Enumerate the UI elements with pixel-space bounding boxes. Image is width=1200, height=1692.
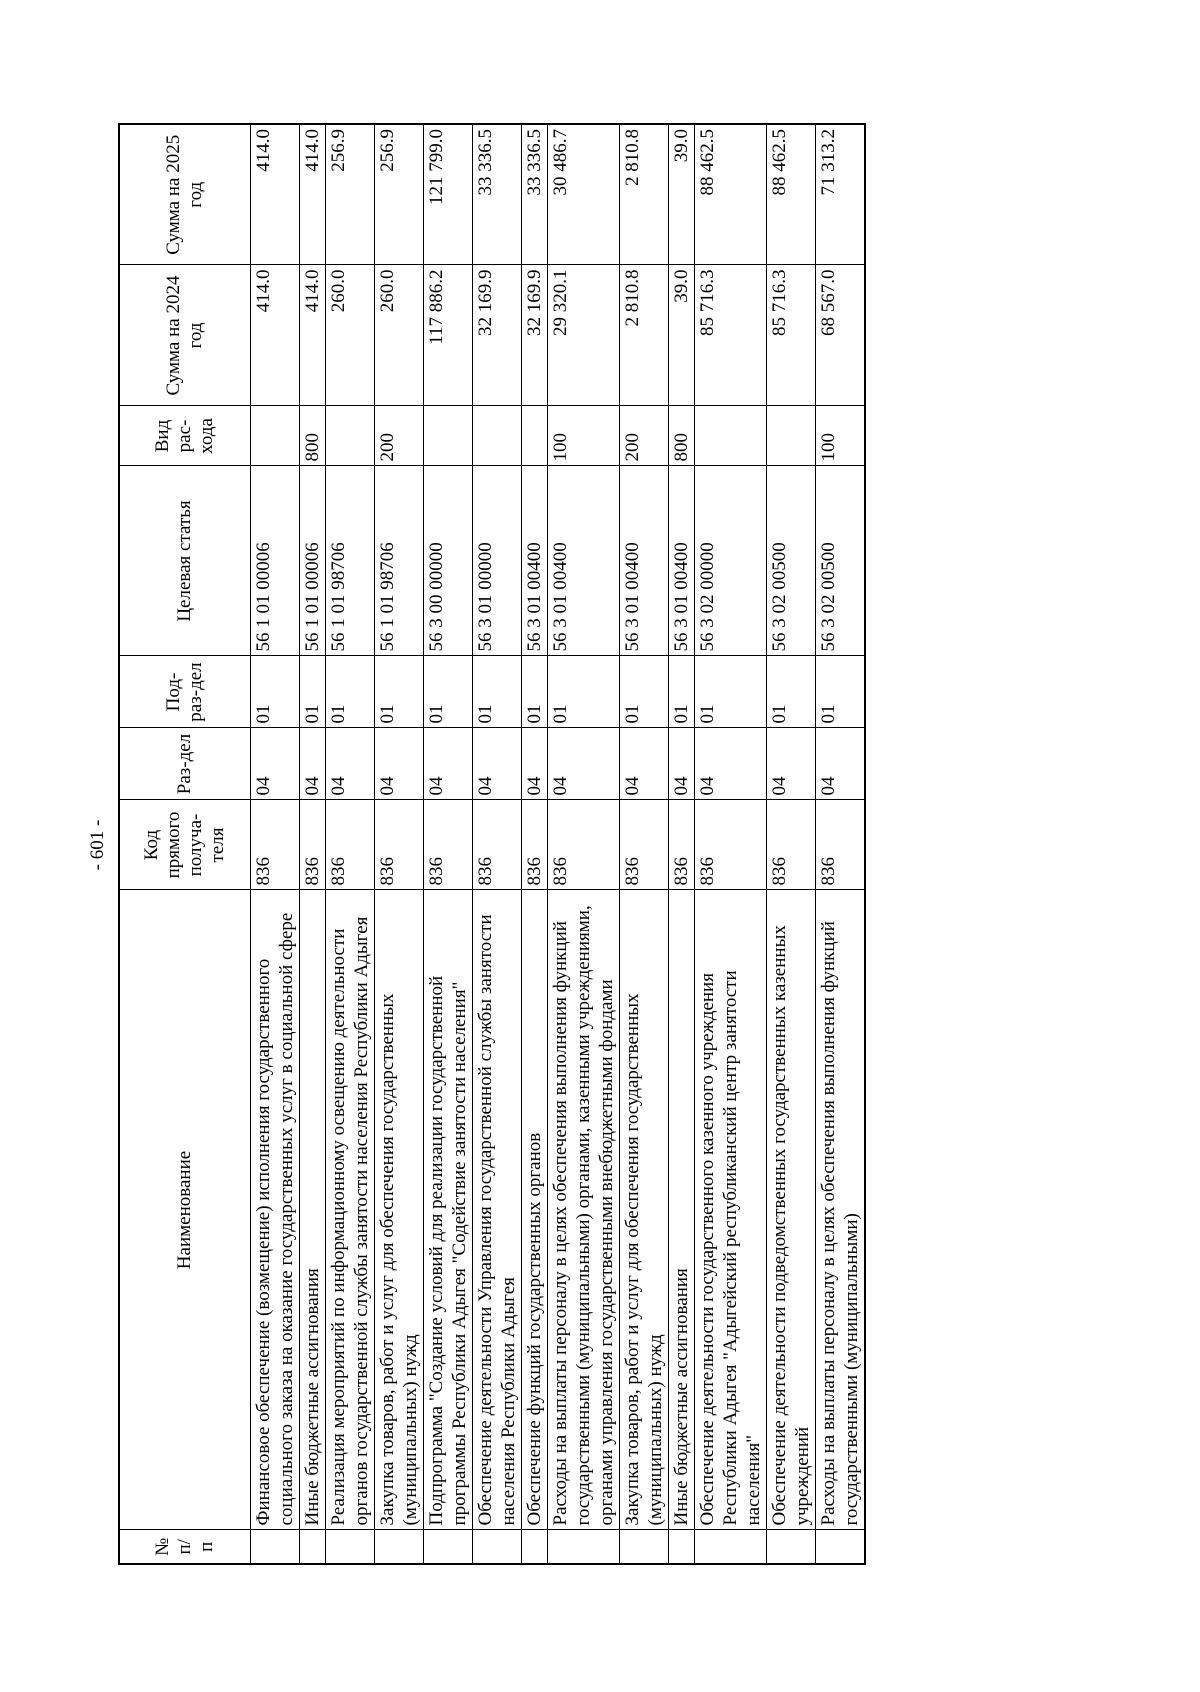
budget-table-rotated xyxy=(118,125,866,1565)
cell-expense-type xyxy=(326,406,375,466)
cell-podrazdel: 01 xyxy=(300,656,326,728)
table-row xyxy=(300,124,326,1564)
cell-code: 836 xyxy=(620,800,669,890)
cell-code: 836 xyxy=(816,800,866,890)
cell-podrazdel: 01 xyxy=(620,656,669,728)
table-row xyxy=(695,124,767,1564)
cell-name: Закупка товаров, работ и услуг для обеспечения государственных (муниципальных) нужд xyxy=(620,890,669,1530)
cell-code: 836 xyxy=(326,800,375,890)
cell-target-article: 56 3 01 00400 xyxy=(548,466,620,656)
cell-razdel: 04 xyxy=(326,728,375,800)
cell-no xyxy=(695,1530,767,1564)
col-header-sum-2025: Сумма на 2025 год xyxy=(119,124,251,265)
cell-name: Реализация мероприятий по информационному освещению деятельности органов государственной службы занятости населения Республики Адыгея xyxy=(326,890,375,1530)
cell-name: Иные бюджетные ассигнования xyxy=(669,890,695,1530)
cell-razdel: 04 xyxy=(767,728,816,800)
cell-name: Финансовое обеспечение (возмещение) исполнения государственного социального заказа на оказание государственных услуг в социальной сфере xyxy=(251,890,300,1530)
cell-target-article: 56 3 01 00000 xyxy=(473,466,522,656)
cell-target-article: 56 3 02 00500 xyxy=(816,466,866,656)
cell-sum-2025: 33 336.5 xyxy=(473,124,522,265)
cell-name: Расходы на выплаты персоналу в целях обеспечения выполнения функций государственными (муниципальными) xyxy=(816,890,866,1530)
cell-code: 836 xyxy=(424,800,473,890)
cell-sum-2025: 414.0 xyxy=(251,124,300,265)
cell-podrazdel: 01 xyxy=(548,656,620,728)
table-row xyxy=(767,124,816,1564)
cell-podrazdel: 01 xyxy=(522,656,548,728)
cell-podrazdel: 01 xyxy=(326,656,375,728)
cell-podrazdel: 01 xyxy=(816,656,866,728)
cell-razdel: 04 xyxy=(424,728,473,800)
cell-sum-2024: 39.0 xyxy=(669,265,695,406)
cell-sum-2024: 29 320.1 xyxy=(548,265,620,406)
cell-no xyxy=(767,1530,816,1564)
cell-no xyxy=(522,1530,548,1564)
cell-razdel: 04 xyxy=(522,728,548,800)
table-row xyxy=(473,124,522,1564)
cell-code: 836 xyxy=(695,800,767,890)
cell-no xyxy=(816,1530,866,1564)
cell-expense-type xyxy=(522,406,548,466)
cell-sum-2025: 414.0 xyxy=(300,124,326,265)
col-header-target-article: Целевая статья xyxy=(119,466,251,656)
col-header-expense-type: Вид рас-хода xyxy=(119,406,251,466)
table-row xyxy=(326,124,375,1564)
cell-target-article: 56 3 02 00500 xyxy=(767,466,816,656)
cell-razdel: 04 xyxy=(473,728,522,800)
cell-no xyxy=(620,1530,669,1564)
cell-target-article: 56 3 01 00400 xyxy=(669,466,695,656)
cell-name: Расходы на выплаты персоналу в целях обеспечения выполнения функций государственными (муниципальными) органами, казенными учреждениями, органами управления государственными внебюджетными фондами xyxy=(548,890,620,1530)
cell-expense-type: 200 xyxy=(375,406,424,466)
cell-expense-type: 800 xyxy=(300,406,326,466)
table-row xyxy=(522,124,548,1564)
cell-expense-type: 200 xyxy=(620,406,669,466)
cell-podrazdel: 01 xyxy=(767,656,816,728)
cell-podrazdel: 01 xyxy=(473,656,522,728)
cell-sum-2024: 260.0 xyxy=(326,265,375,406)
col-header-razdel: Раз-дел xyxy=(119,728,251,800)
cell-sum-2024: 414.0 xyxy=(300,265,326,406)
cell-code: 836 xyxy=(548,800,620,890)
table-row xyxy=(620,124,669,1564)
cell-target-article: 56 3 01 00400 xyxy=(620,466,669,656)
cell-target-article: 56 3 02 00000 xyxy=(695,466,767,656)
cell-razdel: 04 xyxy=(620,728,669,800)
cell-code: 836 xyxy=(767,800,816,890)
cell-podrazdel: 01 xyxy=(695,656,767,728)
cell-podrazdel: 01 xyxy=(424,656,473,728)
table-header-row xyxy=(119,124,251,1564)
cell-no xyxy=(548,1530,620,1564)
cell-sum-2025: 88 462.5 xyxy=(767,124,816,265)
cell-name: Обеспечение деятельности подведомственных государственных казенных учреждений xyxy=(767,890,816,1530)
table-row xyxy=(816,124,866,1564)
cell-code: 836 xyxy=(522,800,548,890)
cell-expense-type xyxy=(473,406,522,466)
cell-name: Подпрограмма "Создание условий для реализации государственной программы Республики Адыгея "Содействие занятости населения" xyxy=(424,890,473,1530)
cell-expense-type xyxy=(251,406,300,466)
page-number: - 601 - xyxy=(87,819,108,871)
cell-sum-2024: 32 169.9 xyxy=(473,265,522,406)
table-row xyxy=(669,124,695,1564)
cell-expense-type: 800 xyxy=(669,406,695,466)
cell-name: Закупка товаров, работ и услуг для обеспечения государственных (муниципальных) нужд xyxy=(375,890,424,1530)
cell-target-article: 56 1 01 98706 xyxy=(326,466,375,656)
cell-podrazdel: 01 xyxy=(375,656,424,728)
table-row xyxy=(251,124,300,1564)
cell-sum-2024: 85 716.3 xyxy=(767,265,816,406)
cell-sum-2025: 256.9 xyxy=(326,124,375,265)
cell-no xyxy=(326,1530,375,1564)
table-row xyxy=(424,124,473,1564)
cell-sum-2025: 256.9 xyxy=(375,124,424,265)
cell-no xyxy=(424,1530,473,1564)
cell-sum-2025: 33 336.5 xyxy=(522,124,548,265)
col-header-no: № п/п xyxy=(119,1530,251,1564)
cell-code: 836 xyxy=(251,800,300,890)
cell-no xyxy=(473,1530,522,1564)
cell-no xyxy=(669,1530,695,1564)
cell-expense-type xyxy=(767,406,816,466)
cell-razdel: 04 xyxy=(375,728,424,800)
cell-sum-2024: 117 886.2 xyxy=(424,265,473,406)
cell-no xyxy=(251,1530,300,1564)
cell-podrazdel: 01 xyxy=(251,656,300,728)
cell-sum-2024: 260.0 xyxy=(375,265,424,406)
cell-sum-2024: 414.0 xyxy=(251,265,300,406)
table-row xyxy=(548,124,620,1564)
cell-razdel: 04 xyxy=(669,728,695,800)
cell-sum-2025: 71 313.2 xyxy=(816,124,866,265)
cell-razdel: 04 xyxy=(816,728,866,800)
cell-sum-2025: 121 799.0 xyxy=(424,124,473,265)
cell-expense-type: 100 xyxy=(548,406,620,466)
table-row xyxy=(375,124,424,1564)
cell-sum-2025: 2 810.8 xyxy=(620,124,669,265)
cell-podrazdel: 01 xyxy=(669,656,695,728)
cell-target-article: 56 3 01 00400 xyxy=(522,466,548,656)
cell-expense-type xyxy=(424,406,473,466)
cell-code: 836 xyxy=(375,800,424,890)
cell-code: 836 xyxy=(300,800,326,890)
cell-name: Обеспечение деятельности Управления государственной службы занятости населения Республики Адыгея xyxy=(473,890,522,1530)
budget-table xyxy=(118,123,866,1565)
col-header-name: Наименование xyxy=(119,890,251,1530)
cell-no xyxy=(300,1530,326,1564)
cell-expense-type: 100 xyxy=(816,406,866,466)
cell-name: Обеспечение функций государственных органов xyxy=(522,890,548,1530)
cell-sum-2024: 85 716.3 xyxy=(695,265,767,406)
cell-code: 836 xyxy=(473,800,522,890)
cell-sum-2024: 2 810.8 xyxy=(620,265,669,406)
cell-name: Иные бюджетные ассигнования xyxy=(300,890,326,1530)
cell-sum-2024: 32 169.9 xyxy=(522,265,548,406)
cell-sum-2025: 88 462.5 xyxy=(695,124,767,265)
cell-sum-2024: 68 567.0 xyxy=(816,265,866,406)
cell-target-article: 56 1 01 00006 xyxy=(300,466,326,656)
cell-expense-type xyxy=(695,406,767,466)
cell-target-article: 56 1 01 98706 xyxy=(375,466,424,656)
col-header-podrazdel: Под-раз-дел xyxy=(119,656,251,728)
cell-razdel: 04 xyxy=(548,728,620,800)
cell-razdel: 04 xyxy=(695,728,767,800)
cell-razdel: 04 xyxy=(251,728,300,800)
cell-sum-2025: 39.0 xyxy=(669,124,695,265)
col-header-sum-2024: Сумма на 2024 год xyxy=(119,265,251,406)
cell-sum-2025: 30 486.7 xyxy=(548,124,620,265)
cell-target-article: 56 1 01 00006 xyxy=(251,466,300,656)
cell-code: 836 xyxy=(669,800,695,890)
col-header-code: Код прямого получа-теля xyxy=(119,800,251,890)
cell-no xyxy=(375,1530,424,1564)
cell-target-article: 56 3 00 00000 xyxy=(424,466,473,656)
cell-razdel: 04 xyxy=(300,728,326,800)
cell-name: Обеспечение деятельности государственного казенного учреждения Республики Адыгея "Адыгейский республиканский центр занятости населения" xyxy=(695,890,767,1530)
